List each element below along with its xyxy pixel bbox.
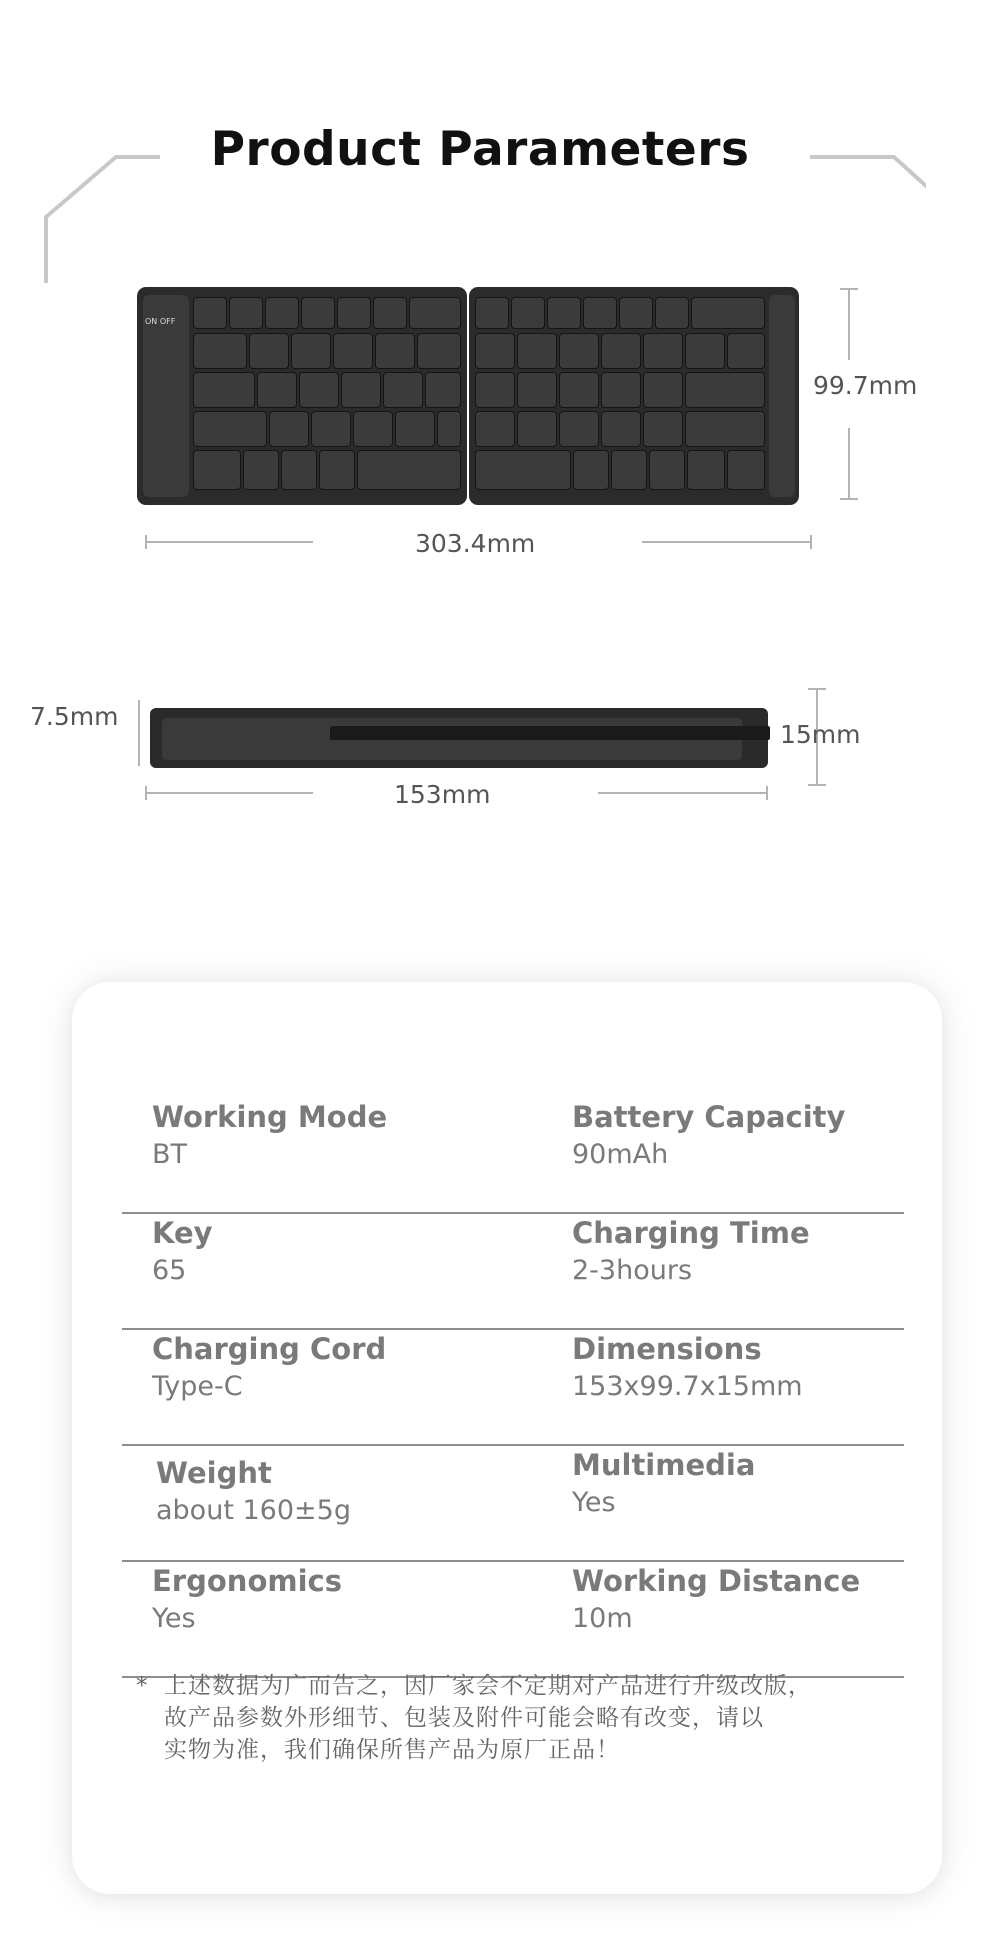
width-dimension-line [642, 541, 810, 543]
key [425, 372, 461, 408]
spec-value: 90mAh [572, 1139, 669, 1170]
note-asterisk: * [136, 1673, 149, 1699]
spec-cell-left [152, 1562, 532, 1638]
key [511, 297, 545, 329]
width-dimension-label: 303.4mm [415, 529, 536, 558]
key [687, 450, 725, 490]
key [475, 411, 515, 447]
key [517, 333, 557, 369]
spec-card [72, 982, 942, 1894]
spec-label: Working Distance [572, 1564, 861, 1598]
spec-value: 153x99.7x15mm [572, 1371, 803, 1402]
folded-width-line [598, 792, 766, 794]
note-line: 实物为准，我们确保所售产品为原厂正品！ [164, 1737, 620, 1763]
spec-label: Charging Time [572, 1216, 810, 1250]
key [583, 297, 617, 329]
thickness-half-label: 7.5mm [30, 702, 119, 731]
power-switch-label: ON OFF [145, 317, 176, 326]
spacebar-left [357, 450, 461, 490]
key [265, 297, 299, 329]
key [319, 450, 355, 490]
spec-row [122, 1330, 904, 1446]
key [257, 372, 297, 408]
spec-label: Charging Cord [152, 1332, 387, 1366]
thickness-dimension-label: 15mm [780, 720, 861, 749]
spec-label: Key [152, 1216, 213, 1250]
key [601, 372, 641, 408]
key [649, 450, 685, 490]
folded-width-cap [145, 786, 147, 800]
spec-cell-right [572, 1446, 952, 1522]
key [685, 372, 765, 408]
width-dimension-line [145, 541, 313, 543]
key [655, 297, 689, 329]
key [249, 333, 289, 369]
key [229, 297, 263, 329]
key [375, 333, 415, 369]
key [685, 411, 765, 447]
key [559, 372, 599, 408]
note-line: 故产品参数外形细节、包装及附件可能会略有改变，请以 [164, 1705, 764, 1731]
spec-cell-right [572, 1098, 952, 1174]
key [517, 372, 557, 408]
key [611, 450, 647, 490]
key [281, 450, 317, 490]
key [243, 450, 279, 490]
key [311, 411, 351, 447]
spec-value: Yes [572, 1487, 616, 1518]
key [333, 333, 373, 369]
spec-label: Dimensions [572, 1332, 762, 1366]
key [691, 297, 765, 329]
spec-value: Yes [152, 1603, 196, 1634]
key [559, 333, 599, 369]
key [475, 297, 509, 329]
key [601, 411, 641, 447]
width-dimension-cap [810, 535, 812, 549]
spec-value: 10m [572, 1603, 633, 1634]
key [291, 333, 331, 369]
key [643, 333, 683, 369]
spec-label: Ergonomics [152, 1564, 342, 1598]
spec-value: BT [152, 1139, 188, 1170]
key [601, 333, 641, 369]
left-bracket-decoration [44, 155, 164, 285]
spacebar-right [475, 450, 571, 490]
spec-cell-left [156, 1454, 536, 1530]
spec-value: 2-3hours [572, 1255, 693, 1286]
key [193, 450, 241, 490]
keyboard-side-keys [330, 726, 770, 740]
key [643, 372, 683, 408]
key [685, 333, 725, 369]
key [559, 411, 599, 447]
folded-width-label: 153mm [394, 780, 491, 809]
spec-label: Battery Capacity [572, 1100, 846, 1134]
height-dimension-label: 99.7mm [813, 371, 918, 400]
key [547, 297, 581, 329]
folded-width-line [145, 792, 313, 794]
spec-value: 65 [152, 1255, 187, 1286]
key [373, 297, 407, 329]
key [337, 297, 371, 329]
height-dimension-line [848, 428, 850, 500]
key [193, 372, 255, 408]
folded-width-cap [766, 786, 768, 800]
thickness-half-line [138, 700, 140, 766]
key [395, 411, 435, 447]
key [475, 333, 515, 369]
key [475, 372, 515, 408]
height-dimension-line [848, 288, 850, 360]
keyboard-left-half [137, 287, 467, 505]
spec-cell-left [152, 1214, 532, 1290]
spec-row [122, 1562, 904, 1678]
key [727, 333, 765, 369]
right-bracket-decoration [806, 155, 926, 285]
page-title: Product Parameters [210, 122, 750, 177]
spec-value: Type-C [152, 1371, 243, 1402]
spec-label: Working Mode [152, 1100, 388, 1134]
key [193, 333, 247, 369]
thickness-dimension-cap [808, 688, 826, 690]
spec-cell-left [152, 1098, 532, 1174]
key [517, 411, 557, 447]
disclaimer-note [136, 1670, 896, 1766]
keyboard-grip [769, 295, 795, 497]
key [417, 333, 461, 369]
spec-label: Multimedia [572, 1448, 756, 1482]
key [269, 411, 309, 447]
spec-row [122, 1214, 904, 1330]
spec-row [122, 1446, 904, 1562]
key [643, 411, 683, 447]
key [437, 411, 461, 447]
key [193, 411, 267, 447]
spec-row [122, 1098, 904, 1214]
key [193, 297, 227, 329]
spec-cell-right [572, 1562, 952, 1638]
key [353, 411, 393, 447]
height-dimension-cap [840, 288, 858, 290]
thickness-dimension-cap [808, 784, 826, 786]
height-dimension-cap [840, 498, 858, 500]
width-dimension-cap [145, 535, 147, 549]
key [383, 372, 423, 408]
key [409, 297, 461, 329]
spec-label: Weight [156, 1456, 272, 1490]
key [301, 297, 335, 329]
keyboard-right-half [469, 287, 799, 505]
keyboard-side-view [150, 708, 768, 768]
spec-cell-right [572, 1330, 952, 1406]
spec-cell-right [572, 1214, 952, 1290]
note-line: 上述数据为广而告之，因厂家会不定期对产品进行升级改版， [164, 1673, 812, 1699]
key [299, 372, 339, 408]
spec-value: about 160±5g [156, 1495, 351, 1526]
key [727, 450, 765, 490]
key [573, 450, 609, 490]
key [341, 372, 381, 408]
key [619, 297, 653, 329]
spec-cell-left [152, 1330, 532, 1406]
